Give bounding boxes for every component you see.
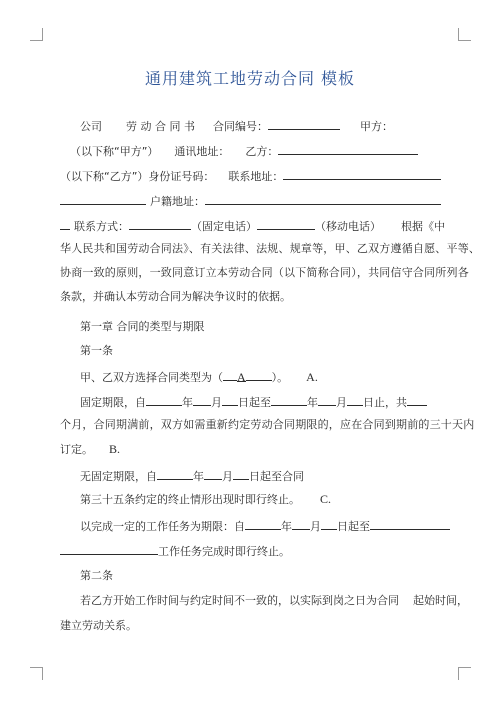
household-address-field[interactable]	[205, 193, 441, 205]
option-b-marker: B.	[109, 442, 121, 456]
year-label: 年	[182, 396, 193, 409]
year-label: 年	[193, 470, 204, 483]
fixed-phone-label: （固定电话）	[191, 220, 257, 233]
month-label: 月	[222, 470, 233, 483]
day-from-label: 日起至	[238, 396, 271, 409]
mailing-address-label: 通讯地址：	[174, 145, 230, 158]
fixed-start-month-field[interactable]	[193, 394, 211, 406]
article-35-line	[80, 492, 460, 507]
body-line-8: 条款，并确认本劳动合同为解决争议时的依据。	[60, 290, 291, 303]
chapter-heading: 第一章 合同的类型与期限	[80, 320, 205, 333]
fixed-term-end-line	[60, 442, 440, 457]
header-line-3	[60, 168, 440, 184]
month-label: 月	[336, 396, 347, 409]
header-line-2	[60, 143, 440, 159]
article-2-heading: 第二条	[80, 569, 113, 582]
fixed-phone-field[interactable]	[129, 218, 191, 230]
fixed-end-month-field[interactable]	[318, 394, 336, 406]
party-b-alias-id-label: （以下称“乙方”）身份证号码：	[60, 170, 215, 183]
task-description-field-cont[interactable]	[60, 543, 158, 555]
task-start-year-field[interactable]	[245, 518, 281, 530]
contract-type-close: ）。	[271, 371, 289, 384]
task-description-field[interactable]	[370, 518, 450, 530]
header-line-5	[60, 218, 445, 234]
mobile-phone-field[interactable]	[257, 218, 315, 230]
contract-type-line	[80, 369, 460, 385]
contract-book-label: 劳 动 合 同 书	[126, 120, 195, 133]
fixed-term-line	[80, 394, 440, 410]
company-label: 公司	[80, 120, 102, 133]
page-corner-mark-bottom-left	[30, 667, 43, 680]
start-date-text: 若乙方开始工作时间与约定时间不一致的，以实际到岗之日为合同	[80, 594, 399, 607]
article-1-heading: 第一条	[80, 344, 113, 357]
contract-type-choice[interactable]: A	[237, 370, 246, 384]
task-term-end-line	[60, 543, 440, 559]
according-text: 根据《中	[401, 220, 445, 233]
fixed-total-months-field[interactable]	[407, 394, 427, 406]
day-to-label: 日止，共	[363, 396, 407, 409]
page-corner-mark-top-right	[458, 28, 471, 41]
nofixed-start-month-field[interactable]	[204, 468, 222, 480]
nofixed-start-year-field[interactable]	[157, 468, 193, 480]
no-fixed-term-line	[80, 468, 460, 484]
party-a-alias: （以下称“甲方”）	[70, 145, 159, 158]
contact-method-label: 联系方式：	[74, 220, 129, 233]
nofixed-start-day-field[interactable]	[233, 468, 249, 480]
page-corner-mark-top-left	[30, 28, 43, 41]
body-line-6: 华人民共和国劳动合同法》、有关法律、法规、规章等，甲、乙双方遵循自愿、平等、	[60, 242, 481, 255]
no-fixed-term-label: 无固定期限，自	[80, 470, 157, 483]
contract-type-label: 甲、乙双方选择合同类型为（	[80, 371, 223, 384]
year-label: 年	[307, 396, 318, 409]
year-label: 年	[281, 520, 292, 533]
start-date-end-line: 建立劳动关系。	[60, 619, 137, 632]
page-corner-mark-bottom-right	[458, 667, 471, 680]
blank-after-choice	[246, 369, 272, 381]
header-line-4	[60, 193, 440, 209]
party-b-label: 乙方：	[245, 145, 279, 158]
option-a-marker: A.	[306, 370, 318, 384]
start-date-line	[80, 594, 468, 608]
body-line-7: 协商一致的原则，一致同意订立本劳动合同（以下简称合同），共同信守合同所列各	[60, 266, 469, 279]
household-address-label: 户籍地址：	[150, 195, 205, 208]
contact-address-label: 联系地址：	[228, 170, 284, 183]
id-number-field[interactable]	[60, 193, 146, 205]
start-date-text-b: 起始时间，	[413, 594, 468, 607]
fixed-end-day-field[interactable]	[347, 394, 363, 406]
contact-address-field[interactable]	[283, 168, 441, 180]
fixed-end-year-field[interactable]	[271, 394, 307, 406]
contact-prefix-field[interactable]	[60, 218, 70, 230]
party-a-label: 甲方：	[360, 120, 393, 133]
task-term-line	[80, 518, 440, 534]
fixed-start-day-field[interactable]	[222, 394, 238, 406]
mobile-phone-label: （移动电话）	[315, 220, 381, 233]
fixed-term-continuation: 个月，合同期满前，双方如需重新约定劳动合同期限的，应在合同到期前的三十天内	[60, 418, 475, 431]
option-c-marker: C.	[320, 492, 332, 506]
contract-number-field[interactable]	[268, 118, 340, 130]
task-start-day-field[interactable]	[321, 518, 337, 530]
day-until-contract-label: 日起至合同	[249, 470, 304, 483]
month-label: 月	[310, 520, 321, 533]
document-title: 通用建筑工地劳动合同 模板	[144, 69, 356, 88]
header-line-1	[60, 118, 440, 134]
article-35-text: 第三十五条约定的终止情形出现时即行终止。	[80, 493, 300, 506]
task-start-month-field[interactable]	[292, 518, 310, 530]
day-until-label: 日起至	[337, 520, 370, 533]
party-b-field[interactable]	[278, 143, 418, 155]
fixed-term-label: 固定期限，自	[80, 396, 146, 409]
fixed-start-year-field[interactable]	[146, 394, 182, 406]
task-term-label: 以完成一定的工作任务为期限：自	[80, 520, 245, 533]
task-end-text: 工作任务完成时即行终止。	[158, 545, 290, 558]
blank-before-choice	[223, 369, 237, 381]
month-label: 月	[211, 396, 222, 409]
contract-number-label: 合同编号：	[213, 120, 268, 133]
fixed-term-end-text: 订定。	[60, 443, 93, 456]
